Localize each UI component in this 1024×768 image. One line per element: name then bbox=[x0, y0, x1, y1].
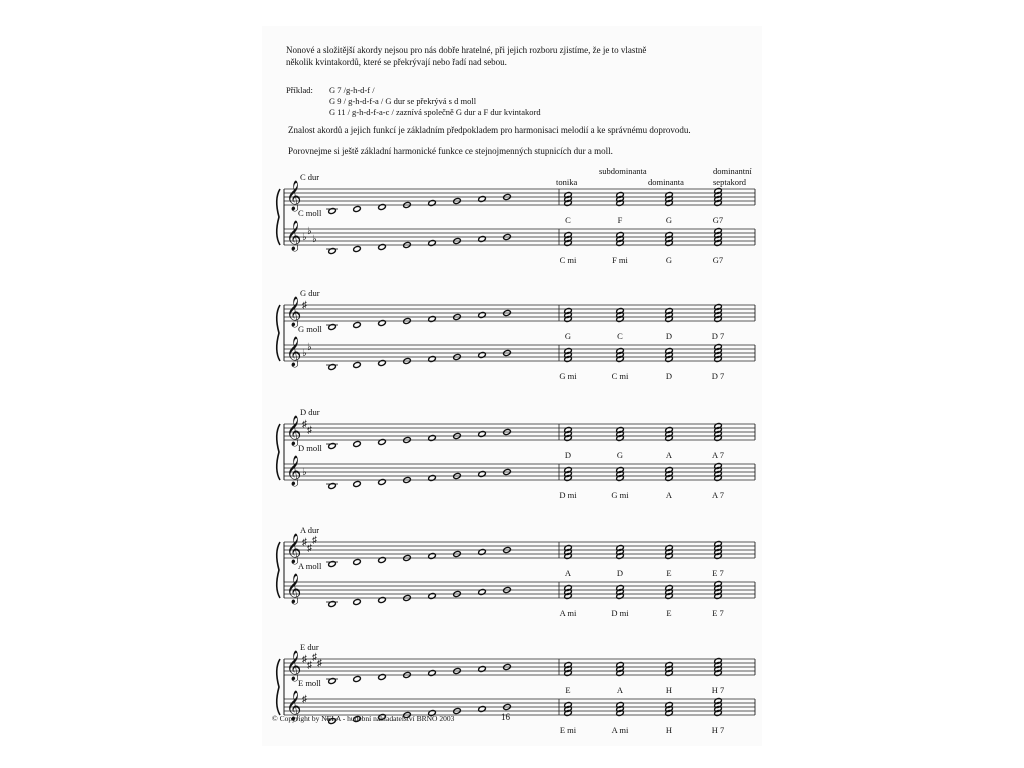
major-chord-label: F bbox=[617, 215, 623, 225]
major-chord-label: H bbox=[665, 685, 673, 695]
scale-note bbox=[478, 431, 486, 438]
scale-note bbox=[353, 559, 361, 566]
major-chord-label: D bbox=[616, 568, 624, 578]
scale-note bbox=[328, 324, 336, 331]
scale-note bbox=[353, 246, 361, 253]
treble-clef-icon: 𝄞 bbox=[286, 456, 302, 485]
brace-icon bbox=[277, 659, 280, 715]
minor-chord-label: G bbox=[665, 255, 673, 265]
header-dominanta: dominanta bbox=[648, 177, 684, 187]
treble-clef-icon: 𝄞 bbox=[286, 337, 302, 366]
scale-note bbox=[478, 589, 486, 596]
flat-icon: ♭ bbox=[302, 348, 307, 359]
minor-chord-label: G7 bbox=[712, 255, 724, 265]
score bbox=[262, 26, 762, 746]
scale-note bbox=[353, 481, 361, 488]
paragraph-1: Znalost akordů a jejich funkcí je základním předpokladem pro harmonisaci melodií a ke správnému doprovodu. bbox=[288, 125, 691, 135]
scale-note bbox=[428, 593, 436, 600]
major-label: A dur bbox=[300, 525, 320, 535]
minor-chord-label: E bbox=[666, 608, 672, 618]
major-chord-label: A bbox=[616, 685, 624, 695]
scale-note bbox=[378, 244, 386, 251]
minor-label: E moll bbox=[298, 678, 321, 688]
scale-note bbox=[428, 670, 436, 677]
major-chord-label: E 7 bbox=[712, 568, 724, 578]
scale-note bbox=[328, 208, 336, 215]
treble-clef-icon: 𝄞 bbox=[286, 297, 302, 326]
scale-note bbox=[378, 479, 386, 486]
scale-note bbox=[328, 601, 336, 608]
system-c-dur bbox=[277, 172, 755, 265]
paragraph-2: Porovnejme si ještě základní harmonické funkce ce stejnojmenných stupnicích dur a moll. bbox=[288, 146, 613, 156]
minor-chord-label: C mi bbox=[611, 371, 629, 381]
major-label: G dur bbox=[300, 288, 320, 298]
scale-note bbox=[428, 240, 436, 247]
minor-chord-label: G mi bbox=[559, 371, 577, 381]
minor-chord-label: C mi bbox=[559, 255, 577, 265]
scale-note bbox=[328, 561, 336, 568]
scale-note bbox=[428, 435, 436, 442]
scale-note bbox=[378, 674, 386, 681]
scale-note bbox=[353, 322, 361, 329]
scale-note bbox=[478, 352, 486, 359]
major-label: D dur bbox=[300, 407, 320, 417]
scale-note bbox=[478, 549, 486, 556]
minor-chord-label: E mi bbox=[559, 725, 577, 735]
brace-icon bbox=[277, 305, 280, 361]
sharp-icon: ♯ bbox=[312, 652, 317, 663]
major-chord-label: G bbox=[564, 331, 572, 341]
example-1: G 7 /g-h-d-f / bbox=[329, 85, 375, 95]
scale-note bbox=[478, 236, 486, 243]
minor-chord-label: A bbox=[665, 490, 673, 500]
intro-line-2: několik kvintakordů, které se překrývají nebo řadí nad sebou. bbox=[286, 57, 507, 67]
scale-note bbox=[378, 360, 386, 367]
scale-note bbox=[353, 362, 361, 369]
major-chord-label: A bbox=[564, 568, 572, 578]
major-chord-label: D bbox=[665, 331, 673, 341]
major-chord-label: D bbox=[564, 450, 572, 460]
flat-icon: ♭ bbox=[307, 226, 312, 237]
minor-chord-label: D 7 bbox=[711, 371, 725, 381]
major-chord-label: E bbox=[565, 685, 571, 695]
major-chord-label: G bbox=[616, 450, 624, 460]
music-page bbox=[262, 26, 762, 746]
sharp-icon: ♯ bbox=[302, 654, 307, 665]
example-label: Příklad: bbox=[286, 85, 313, 95]
flat-icon: ♭ bbox=[302, 467, 307, 478]
page-number: 16 bbox=[501, 712, 510, 722]
major-chord-label: D 7 bbox=[711, 331, 725, 341]
minor-chord-label: A mi bbox=[611, 725, 629, 735]
example-2: G 9 / g-h-d-f-a / G dur se překrývá s d moll bbox=[329, 96, 477, 106]
scale-note bbox=[378, 557, 386, 564]
sharp-icon: ♯ bbox=[312, 535, 317, 546]
scale-note bbox=[428, 200, 436, 207]
brace-icon bbox=[277, 189, 280, 245]
sharp-icon: ♯ bbox=[307, 543, 312, 554]
major-chord-label: C bbox=[565, 215, 571, 225]
scale-note bbox=[428, 356, 436, 363]
sharp-icon: ♯ bbox=[307, 425, 312, 436]
scale-note bbox=[478, 706, 486, 713]
minor-chord-label: D bbox=[665, 371, 673, 381]
treble-clef-icon: 𝄞 bbox=[286, 534, 302, 563]
scale-note bbox=[428, 475, 436, 482]
treble-clef-icon: 𝄞 bbox=[286, 691, 302, 720]
copyright: © Copyright by NELA - hudební nakladatelství BRNO 2003 bbox=[272, 714, 455, 723]
treble-clef-icon: 𝄞 bbox=[286, 181, 302, 210]
header-septakord: septakord bbox=[713, 177, 747, 187]
minor-label: C moll bbox=[298, 208, 322, 218]
sharp-icon: ♯ bbox=[302, 537, 307, 548]
major-chord-label: G bbox=[665, 215, 673, 225]
major-chord-label: A 7 bbox=[711, 450, 725, 460]
treble-clef-icon: 𝄞 bbox=[286, 221, 302, 250]
minor-chord-label: A 7 bbox=[711, 490, 725, 500]
minor-label: A moll bbox=[298, 561, 322, 571]
scale-note bbox=[378, 597, 386, 604]
treble-clef-icon: 𝄞 bbox=[286, 574, 302, 603]
flat-icon: ♭ bbox=[312, 234, 317, 245]
intro-line-1: Nonové a složitější akordy nejsou pro nás dobře hratelné, při jejich rozboru zjistíme, že je to vlastně bbox=[286, 45, 647, 55]
minor-chord-label: D mi bbox=[559, 490, 577, 500]
sharp-icon: ♯ bbox=[302, 694, 307, 705]
scale-note bbox=[428, 316, 436, 323]
scale-note bbox=[378, 439, 386, 446]
sharp-icon: ♯ bbox=[317, 658, 322, 669]
minor-chord-label: A mi bbox=[559, 608, 577, 618]
scale-note bbox=[428, 553, 436, 560]
major-label: E dur bbox=[300, 642, 319, 652]
scale-note bbox=[353, 206, 361, 213]
system-d-dur bbox=[277, 407, 755, 500]
scale-note bbox=[478, 196, 486, 203]
scale-note bbox=[328, 248, 336, 255]
scale-note bbox=[328, 443, 336, 450]
major-label: C dur bbox=[300, 172, 320, 182]
scale-note bbox=[478, 471, 486, 478]
brace-icon bbox=[277, 542, 280, 598]
scale-note bbox=[378, 320, 386, 327]
header-tonika: tonika bbox=[556, 177, 578, 187]
major-chord-label: G7 bbox=[712, 215, 724, 225]
scale-note bbox=[478, 666, 486, 673]
scale-note bbox=[328, 483, 336, 490]
example-3: G 11 / g-h-d-f-a-c / zaznívá společně G dur a F dur kvintakord bbox=[329, 107, 541, 117]
major-chord-label: A bbox=[665, 450, 673, 460]
sharp-icon: ♯ bbox=[302, 300, 307, 311]
minor-chord-label: H 7 bbox=[711, 725, 725, 735]
major-chord-label: H 7 bbox=[711, 685, 725, 695]
minor-label: D moll bbox=[298, 443, 322, 453]
flat-icon: ♭ bbox=[307, 342, 312, 353]
flat-icon: ♭ bbox=[302, 232, 307, 243]
minor-chord-label: F mi bbox=[612, 255, 628, 265]
minor-chord-label: D mi bbox=[611, 608, 629, 618]
scale-note bbox=[328, 678, 336, 685]
minor-chord-label: E 7 bbox=[712, 608, 724, 618]
header-dominantni: dominantní bbox=[713, 166, 752, 176]
minor-label: G moll bbox=[298, 324, 322, 334]
scale-note bbox=[478, 312, 486, 319]
scale-note bbox=[328, 364, 336, 371]
sharp-icon: ♯ bbox=[302, 419, 307, 430]
minor-chord-label: G mi bbox=[611, 490, 629, 500]
sharp-icon: ♯ bbox=[307, 660, 312, 671]
scale-note bbox=[353, 441, 361, 448]
treble-clef-icon: 𝄞 bbox=[286, 416, 302, 445]
header-subdominanta: subdominanta bbox=[599, 166, 647, 176]
minor-chord-label: H bbox=[665, 725, 673, 735]
scale-note bbox=[378, 204, 386, 211]
major-chord-label: E bbox=[666, 568, 672, 578]
system-a-dur bbox=[277, 525, 755, 618]
system-g-dur bbox=[277, 288, 755, 381]
brace-icon bbox=[277, 424, 280, 480]
treble-clef-icon: 𝄞 bbox=[286, 651, 302, 680]
major-chord-label: C bbox=[617, 331, 623, 341]
scale-note bbox=[353, 676, 361, 683]
scale-note bbox=[353, 599, 361, 606]
